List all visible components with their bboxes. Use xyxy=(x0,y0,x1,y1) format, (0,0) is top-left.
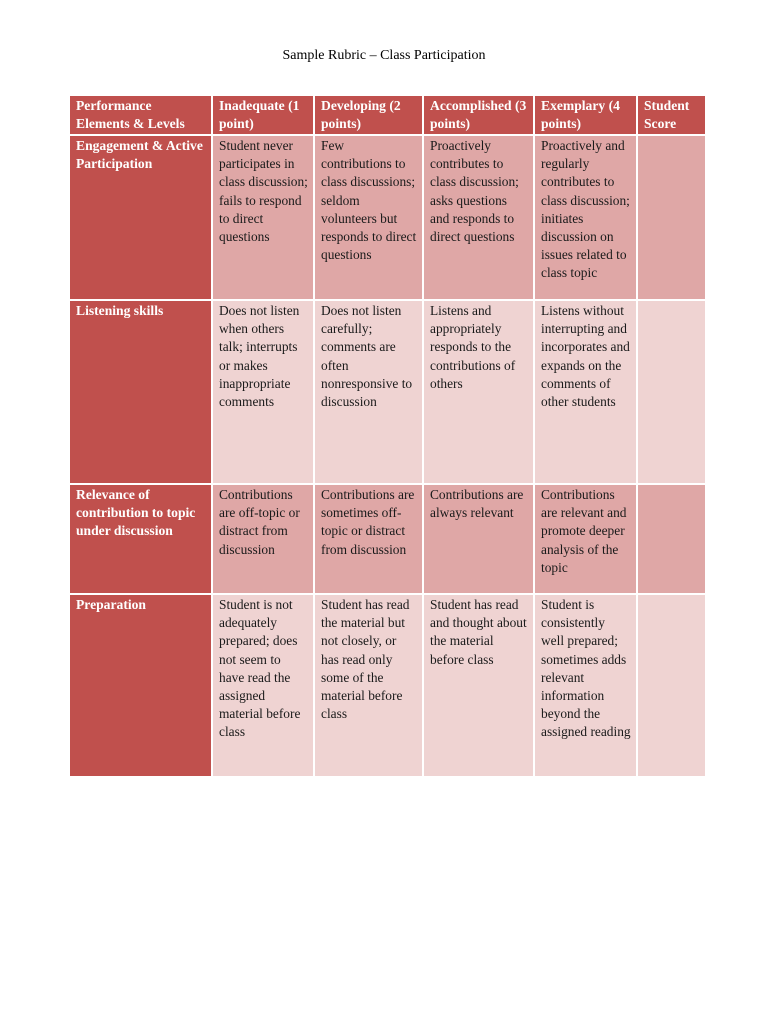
rubric-table xyxy=(68,94,707,778)
cell-exemplary: Proactively and regularly contributes to class discussion; initiates discussion on issues related to class topic xyxy=(534,135,637,300)
cell-inadequate: Student never participates in class discussion; fails to respond to direct questions xyxy=(212,135,314,300)
table-row xyxy=(69,135,706,300)
cell-inadequate: Contributions are off-topic or distract from discussion xyxy=(212,484,314,594)
column-header-exemplary: Exemplary (4 points) xyxy=(534,95,637,135)
cell-developing: Does not listen carefully; comments are often nonresponsive to discussion xyxy=(314,300,423,484)
column-header-student-score: Student Score xyxy=(637,95,706,135)
column-header-accomplished: Accomplished (3 points) xyxy=(423,95,534,135)
table-header-row xyxy=(69,95,706,135)
cell-inadequate: Does not listen when others talk; interrupts or makes inappropriate comments xyxy=(212,300,314,484)
cell-exemplary: Student is consistently well prepared; sometimes adds relevant information beyond the assigned reading xyxy=(534,594,637,777)
table-row xyxy=(69,484,706,594)
column-header-inadequate: Inadequate (1 point) xyxy=(212,95,314,135)
table-row xyxy=(69,300,706,484)
cell-developing: Contributions are sometimes off-topic or distract from discussion xyxy=(314,484,423,594)
row-header-listening: Listening skills xyxy=(69,300,212,484)
cell-inadequate: Student is not adequately prepared; does not seem to have read the assigned material before class xyxy=(212,594,314,777)
column-header-developing: Developing (2 points) xyxy=(314,95,423,135)
cell-student-score xyxy=(637,135,706,300)
cell-developing: Student has read the material but not closely, or has read only some of the material before class xyxy=(314,594,423,777)
row-header-relevance: Relevance of contribution to topic under discussion xyxy=(69,484,212,594)
cell-student-score xyxy=(637,594,706,777)
cell-accomplished: Contributions are always relevant xyxy=(423,484,534,594)
cell-accomplished: Student has read and thought about the material before class xyxy=(423,594,534,777)
row-header-preparation: Preparation xyxy=(69,594,212,777)
cell-exemplary: Listens without interrupting and incorporates and expands on the comments of other students xyxy=(534,300,637,484)
page-title: Sample Rubric – Class Participation xyxy=(282,48,486,63)
cell-developing: Few contributions to class discussions; seldom volunteers but responds to direct questions xyxy=(314,135,423,300)
table-row xyxy=(69,594,706,777)
column-header-performance-elements: Performance Elements & Levels xyxy=(69,95,212,135)
row-header-engagement: Engagement & Active Participation xyxy=(69,135,212,300)
cell-student-score xyxy=(637,484,706,594)
cell-accomplished: Listens and appropriately responds to the contributions of others xyxy=(423,300,534,484)
cell-accomplished: Proactively contributes to class discussion; asks questions and responds to direct questions xyxy=(423,135,534,300)
cell-exemplary: Contributions are relevant and promote deeper analysis of the topic xyxy=(534,484,637,594)
cell-student-score xyxy=(637,300,706,484)
